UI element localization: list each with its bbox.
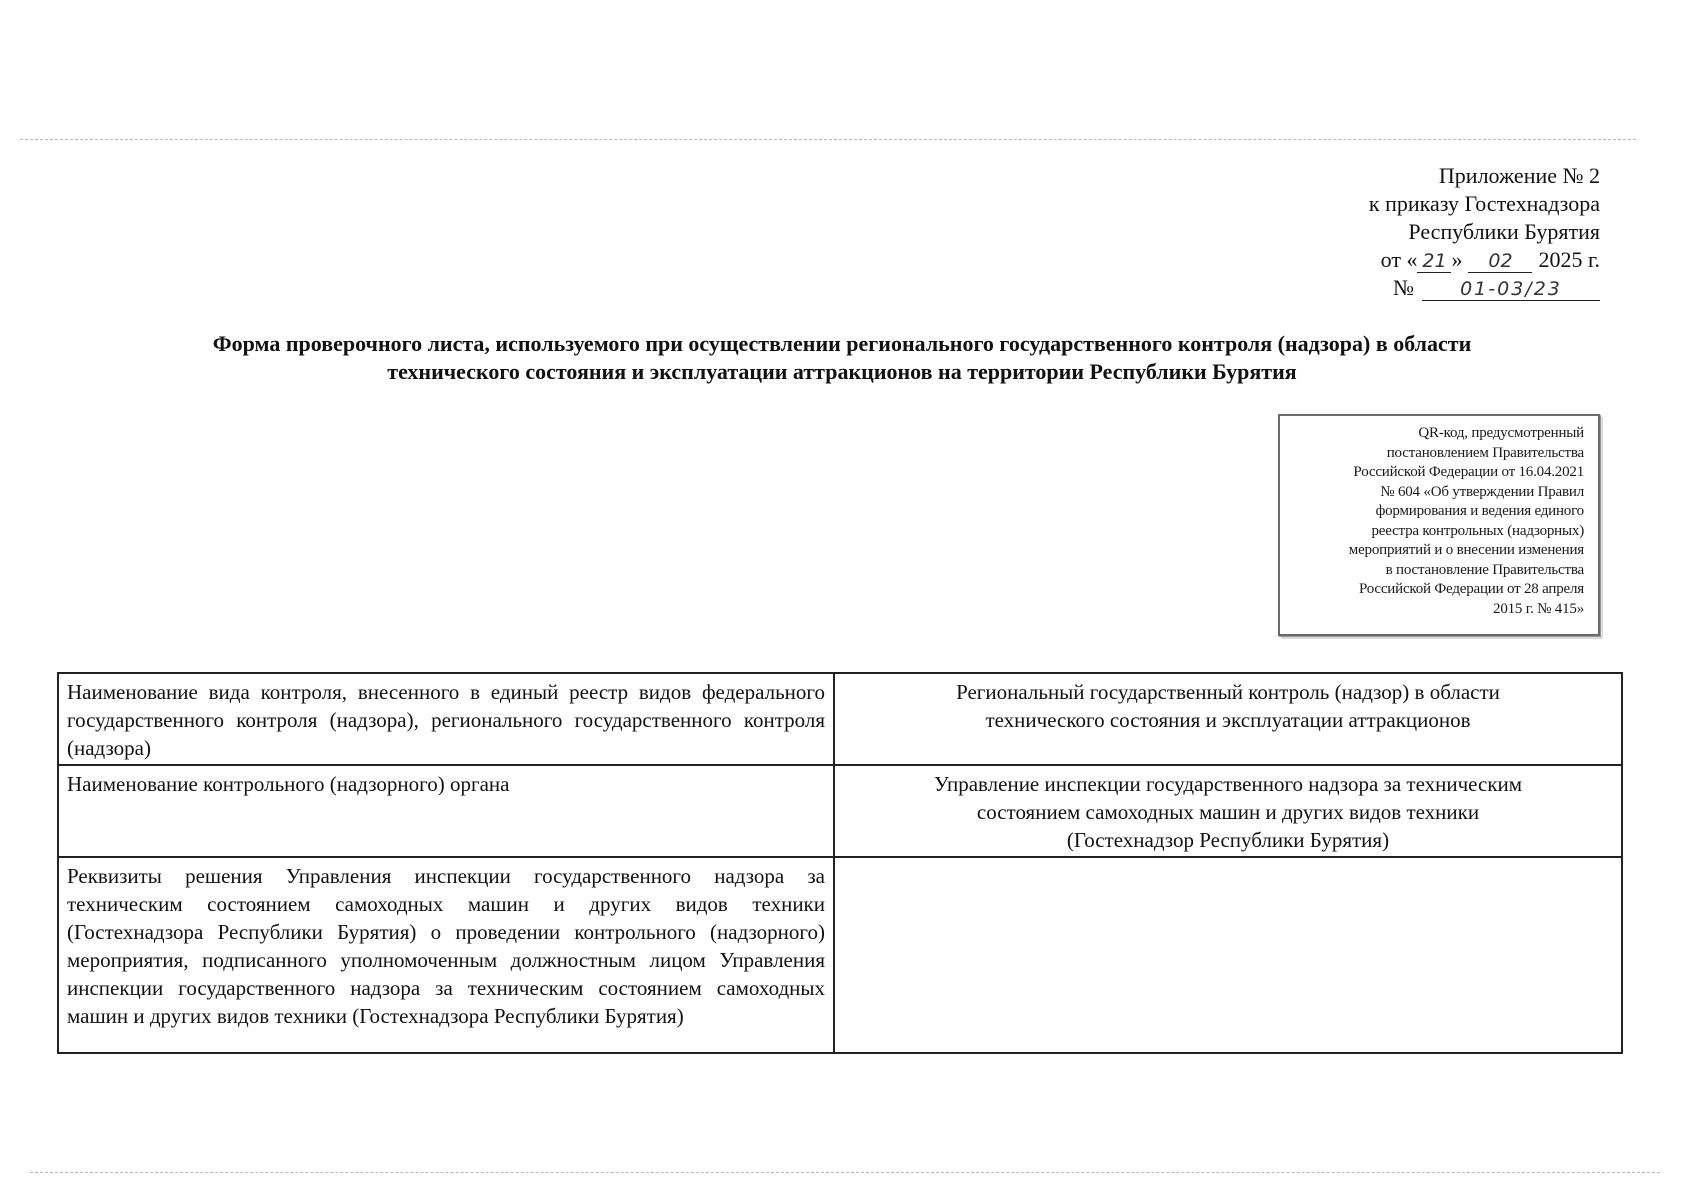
info-table: [57, 672, 1623, 1054]
appendix-order-number: [1369, 274, 1600, 302]
date-prefix: от «: [1380, 247, 1418, 272]
appendix-order-ref: к приказу Гостехнадзора: [1368, 191, 1600, 216]
appendix-region: Республики Бурятия: [1408, 219, 1600, 244]
table-cell-value: [834, 673, 1622, 765]
value-line: (Гостехнадзор Республики Бурятия): [1066, 828, 1390, 852]
form-title: [120, 330, 1564, 386]
table-cell-value: [834, 765, 1622, 857]
qr-note-line: в постановление Правительства: [1385, 561, 1584, 578]
qr-note-line: формирования и ведения единого: [1375, 503, 1584, 519]
qr-note-line: постановлением Правительства: [1386, 444, 1584, 461]
table-cell-label: Наименование вида контроля, внесенного в единый реестр видов федерального государственного контроля (надзора), регионального государственного контроля (надзора): [58, 673, 834, 765]
date-day-handwritten: 21: [1417, 250, 1451, 273]
qr-note-line: Российской Федерации от 28 апреля: [1358, 581, 1584, 597]
date-year: 2025 г.: [1538, 247, 1600, 272]
qr-note-line: Российской Федерации от 16.04.2021: [1353, 464, 1584, 480]
appendix-number: Приложение № 2: [1438, 163, 1600, 188]
qr-note-line: QR-код, предусмотренный: [1418, 425, 1584, 441]
table-row: [58, 857, 1622, 1053]
scan-line-top: [20, 139, 1636, 140]
date-mid: »: [1451, 247, 1463, 272]
value-line: Управление инспекции государственного надзора за техническим: [933, 772, 1523, 796]
qr-code-placeholder: [1278, 414, 1600, 636]
appendix-block: [1369, 162, 1600, 302]
qr-note-line: № 604 «Об утверждении Правил: [1380, 483, 1584, 500]
value-line: технического состояния и эксплуатации аттракционов: [985, 708, 1471, 732]
table-cell-label: Реквизиты решения Управления инспекции государственного надзора за техническим состоянием самоходных машин и других видов техники (Гостехнадзора Республики Бурятия) о проведении контрольного (надзорного) мероприятия, подписанного уполномоченным должностным лицом Управления инспекции государственного надзора за техническим состоянием самоходных машин и других видов техники (Гостехнадзора Республики Бурятия): [58, 857, 834, 1053]
value-line: состоянием самоходных машин и других видов техники: [976, 800, 1480, 824]
appendix-date: [1369, 246, 1600, 274]
table-cell-label: Наименование контрольного (надзорного) органа: [58, 765, 834, 857]
form-title-line-2: технического состояния и эксплуатации аттракционов на территории Республики Бурятия: [387, 359, 1297, 384]
value-line: Региональный государственный контроль (надзор) в области: [956, 680, 1500, 704]
qr-note-line: мероприятий и о внесении изменения: [1348, 542, 1584, 558]
form-title-line-1: Форма проверочного листа, используемого при осуществлении регионального государственного контроля (надзора) в области: [212, 331, 1472, 356]
table-cell-value-empty: [834, 857, 1622, 1053]
qr-note-line: 2015 г. № 415»: [1493, 600, 1584, 617]
table-row: [58, 765, 1622, 857]
table-row: [58, 673, 1622, 765]
scan-line-bottom: [30, 1172, 1660, 1173]
qr-note-line: реестра контрольных (надзорных): [1371, 522, 1584, 539]
number-handwritten: 01-03/23: [1422, 278, 1600, 301]
number-prefix: №: [1393, 275, 1414, 300]
date-month-handwritten: 02: [1468, 250, 1532, 273]
